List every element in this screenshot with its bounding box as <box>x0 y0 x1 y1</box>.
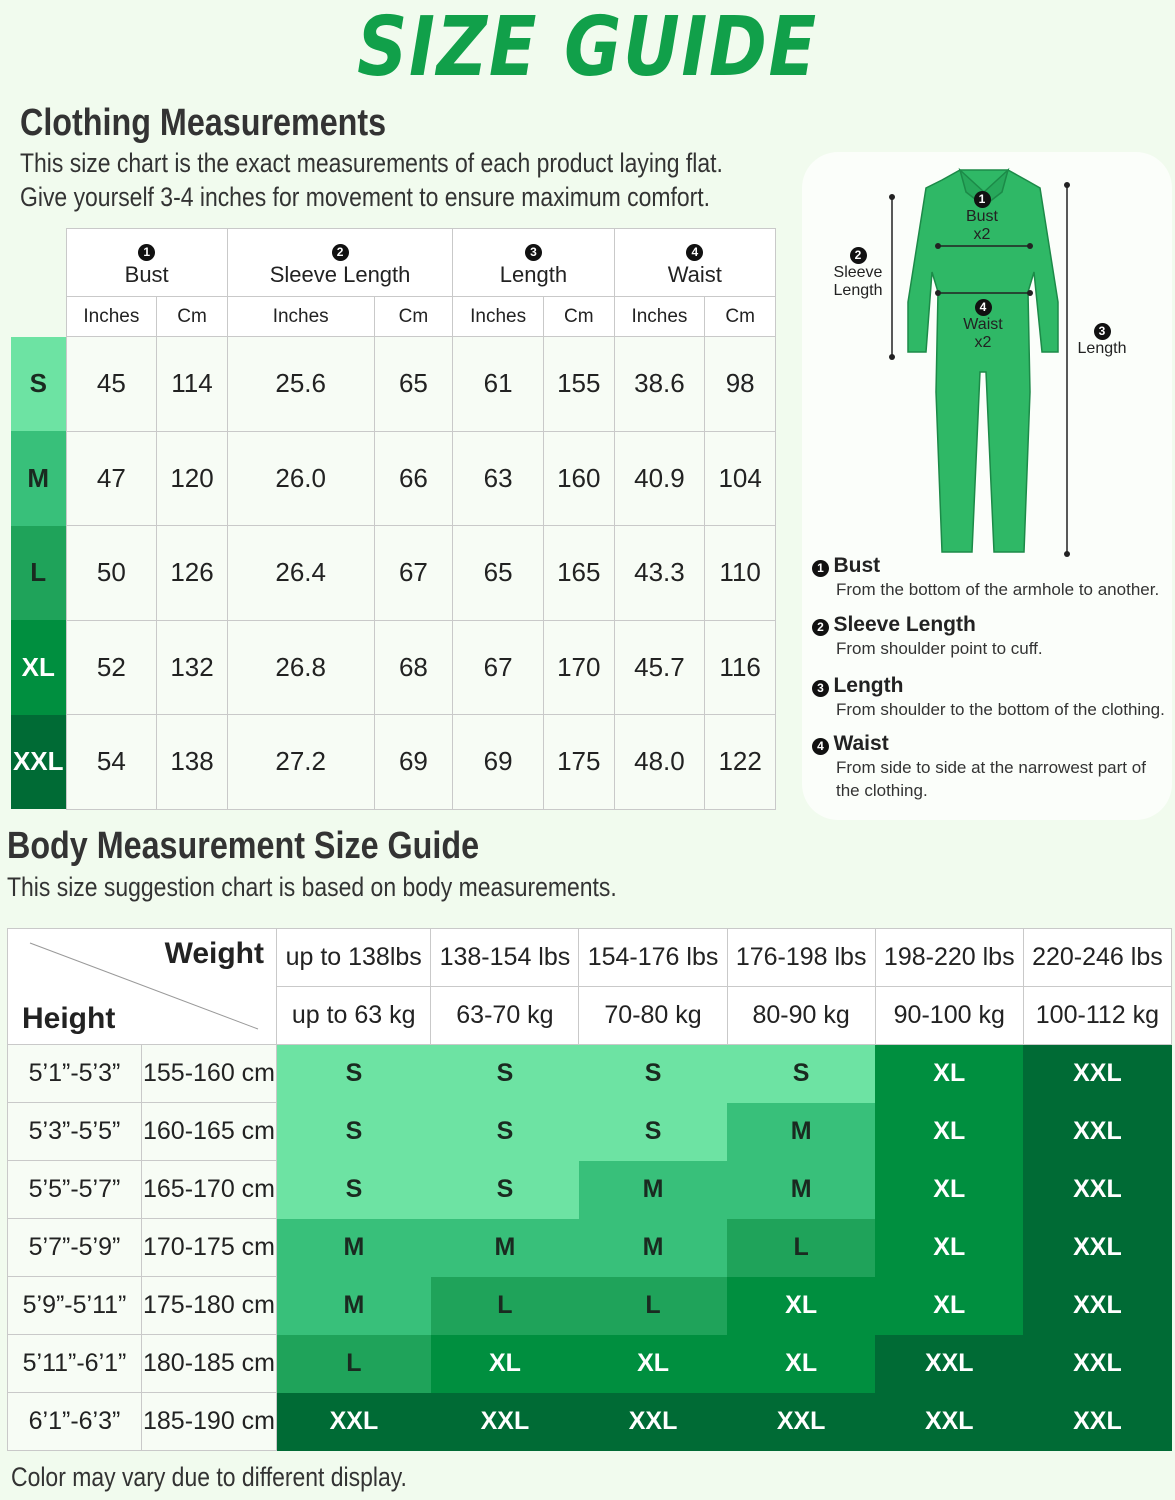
body-size-table <box>7 928 1172 1451</box>
size-cell: XL <box>875 1219 1023 1277</box>
table-row <box>8 1219 1172 1277</box>
size-label: L <box>11 526 66 621</box>
size-cell: M <box>431 1219 579 1277</box>
weight-kg-header: 63-70 kg <box>431 987 579 1045</box>
measurement-cell: 26.8 <box>227 620 374 715</box>
size-cell: M <box>277 1277 431 1335</box>
measurement-cell: 110 <box>705 526 776 621</box>
column-0 <box>66 229 227 297</box>
column-3 <box>614 229 775 297</box>
legend-item <box>812 613 1172 660</box>
size-cell: M <box>277 1219 431 1277</box>
measurement-cell: 50 <box>66 526 157 621</box>
height-ft: 5’11”-6’1” <box>8 1335 142 1393</box>
size-cell: S <box>431 1045 579 1103</box>
body-heading: Body Measurement Size Guide <box>7 825 480 867</box>
height-ft: 5’3”-5’5” <box>8 1103 142 1161</box>
measurement-cell: 138 <box>157 715 228 810</box>
size-label: XL <box>11 620 66 715</box>
measurement-cell: 65 <box>374 337 453 432</box>
size-cell: XL <box>579 1335 727 1393</box>
table-row <box>8 1103 1172 1161</box>
number-badge: 3 <box>812 680 829 697</box>
measurement-cell: 43.3 <box>614 526 705 621</box>
unit-inches: Inches <box>227 297 374 337</box>
measurement-cell: 61 <box>453 337 544 432</box>
legend-desc: From shoulder to the bottom of the clothing. <box>836 700 1165 719</box>
weight-kg-header: up to 63 kg <box>277 987 431 1045</box>
size-cell: M <box>727 1161 875 1219</box>
sleeve-text-2: Length <box>833 282 883 299</box>
height-ft: 5’1”-5’3” <box>8 1045 142 1103</box>
table-row <box>8 1277 1172 1335</box>
size-label: XXL <box>11 715 66 810</box>
clothing-table <box>11 228 776 810</box>
legend-title: Length <box>833 674 904 697</box>
height-ft: 5’9”-5’11” <box>8 1277 142 1335</box>
measurement-cell: 63 <box>453 431 544 526</box>
number-badge: 4 <box>812 738 829 755</box>
unit-cm: Cm <box>705 297 776 337</box>
measurement-cell: 27.2 <box>227 715 374 810</box>
clothing-desc-1: This size chart is the exact measurements of each product laying flat. <box>20 148 723 178</box>
size-cell: XXL <box>1023 1161 1171 1219</box>
weight-lbs-header: 220-246 lbs <box>1023 929 1171 987</box>
measurement-cell: 66 <box>374 431 453 526</box>
measurement-cell: 48.0 <box>614 715 705 810</box>
height-cm: 165-170 cm <box>142 1161 277 1219</box>
size-cell: S <box>431 1103 579 1161</box>
measurement-cell: 69 <box>453 715 544 810</box>
measurement-cell: 98 <box>705 337 776 432</box>
height-ft: 5’7”-5’9” <box>8 1219 142 1277</box>
measurement-cell: 40.9 <box>614 431 705 526</box>
size-cell: XXL <box>1023 1393 1171 1451</box>
measurement-cell: 45 <box>66 337 157 432</box>
height-cm: 180-185 cm <box>142 1335 277 1393</box>
number-badge: 1 <box>812 560 829 577</box>
measurement-cell: 114 <box>157 337 228 432</box>
size-cell: S <box>727 1045 875 1103</box>
measurement-cell: 132 <box>157 620 228 715</box>
size-cell: XL <box>875 1161 1023 1219</box>
height-cm: 175-180 cm <box>142 1277 277 1335</box>
height-cm: 170-175 cm <box>142 1219 277 1277</box>
length-text: Length <box>1077 340 1127 357</box>
size-cell: XXL <box>875 1335 1023 1393</box>
size-cell: XXL <box>277 1393 431 1451</box>
measurement-cell: 165 <box>543 526 614 621</box>
number-badge: 4 <box>686 244 703 261</box>
sleeve-label: 2 Sleeve Length <box>833 248 883 299</box>
column-1 <box>227 229 452 297</box>
bust-x2: x2 <box>973 226 991 243</box>
weight-kg-header: 70-80 kg <box>579 987 727 1045</box>
height-cm: 185-190 cm <box>142 1393 277 1451</box>
height-cm: 155-160 cm <box>142 1045 277 1103</box>
length-label: 3 Length <box>1077 324 1127 357</box>
measurement-cell: 26.4 <box>227 526 374 621</box>
column-label: Sleeve Length <box>269 262 411 287</box>
size-cell: XL <box>431 1335 579 1393</box>
table-row <box>11 620 776 715</box>
body-desc: This size suggestion chart is based on body measurements. <box>7 872 617 902</box>
number-badge: 2 <box>332 244 349 261</box>
table-row <box>11 337 776 432</box>
table-row <box>11 526 776 621</box>
number-badge: 1 <box>138 244 155 261</box>
measurement-cell: 120 <box>157 431 228 526</box>
legend-title: Bust <box>833 554 881 577</box>
size-cell: XXL <box>579 1393 727 1451</box>
measurement-cell: 170 <box>543 620 614 715</box>
table-row <box>8 1393 1172 1451</box>
legend-title: Sleeve Length <box>833 613 976 636</box>
legend-item <box>812 554 1172 601</box>
weight-lbs-header: 176-198 lbs <box>727 929 875 987</box>
size-cell: S <box>579 1045 727 1103</box>
weight-lbs-header: up to 138lbs <box>277 929 431 987</box>
table-row <box>11 715 776 810</box>
column-2 <box>453 229 614 297</box>
legend-title: Waist <box>833 732 889 755</box>
clothing-desc-2: Give yourself 3-4 inches for movement to ensure maximum comfort. <box>20 182 711 212</box>
size-cell: XL <box>875 1277 1023 1335</box>
weight-kg-header: 100-112 kg <box>1023 987 1171 1045</box>
size-cell: XL <box>875 1103 1023 1161</box>
size-cell: XXL <box>1023 1103 1171 1161</box>
size-cell: XXL <box>1023 1277 1171 1335</box>
weight-height-header <box>8 929 277 1045</box>
size-cell: S <box>579 1103 727 1161</box>
size-cell: M <box>579 1161 727 1219</box>
number-badge: 2 <box>812 619 829 636</box>
table-row <box>8 1335 1172 1393</box>
legend-desc: From shoulder point to cuff. <box>836 639 1043 658</box>
weight-lbs-header: 138-154 lbs <box>431 929 579 987</box>
table-row <box>8 1045 1172 1103</box>
unit-inches: Inches <box>614 297 705 337</box>
table-row <box>8 1161 1172 1219</box>
measurement-cell: 160 <box>543 431 614 526</box>
legend-desc: From the bottom of the armhole to another. <box>836 580 1160 599</box>
height-cm: 160-165 cm <box>142 1103 277 1161</box>
waist-x2: x2 <box>974 334 992 351</box>
measurement-cell: 67 <box>374 526 453 621</box>
size-cell: L <box>727 1219 875 1277</box>
legend-item <box>812 732 1172 802</box>
footer-note: Color may vary due to different display. <box>11 1462 407 1492</box>
unit-cm: Cm <box>374 297 453 337</box>
column-label: Waist <box>667 262 722 287</box>
size-label: S <box>11 337 66 432</box>
bust-label: 1 Bust x2 <box>965 192 998 243</box>
size-cell: XL <box>727 1277 875 1335</box>
measurement-cell: 122 <box>705 715 776 810</box>
measurement-cell: 69 <box>374 715 453 810</box>
size-cell: XXL <box>727 1393 875 1451</box>
measurement-cell: 126 <box>157 526 228 621</box>
measurement-cell: 54 <box>66 715 157 810</box>
weight-kg-header: 90-100 kg <box>875 987 1023 1045</box>
size-cell: L <box>431 1277 579 1335</box>
size-cell: M <box>579 1219 727 1277</box>
size-cell: XXL <box>1023 1045 1171 1103</box>
measurement-cell: 175 <box>543 715 614 810</box>
measurement-cell: 47 <box>66 431 157 526</box>
height-ft: 6’1”-6’3” <box>8 1393 142 1451</box>
legend-desc: From side to side at the narrowest part of the clothing. <box>836 758 1146 800</box>
size-cell: S <box>431 1161 579 1219</box>
size-cell: L <box>277 1335 431 1393</box>
measurement-cell: 65 <box>453 526 544 621</box>
column-label: Length <box>499 262 568 287</box>
size-cell: XXL <box>875 1393 1023 1451</box>
unit-cm: Cm <box>543 297 614 337</box>
size-label: M <box>11 431 66 526</box>
size-cell: M <box>727 1103 875 1161</box>
unit-inches: Inches <box>66 297 157 337</box>
column-label: Bust <box>124 262 169 287</box>
measurement-cell: 45.7 <box>614 620 705 715</box>
size-cell: XXL <box>431 1393 579 1451</box>
measurement-cell: 67 <box>453 620 544 715</box>
waist-label: 4 Waist x2 <box>963 300 1003 351</box>
size-cell: S <box>277 1045 431 1103</box>
height-label: Height <box>22 1002 116 1035</box>
measurement-cell: 38.6 <box>614 337 705 432</box>
bust-text: Bust <box>965 208 998 225</box>
size-cell: XXL <box>1023 1219 1171 1277</box>
number-badge: 3 <box>525 244 542 261</box>
weight-lbs-header: 154-176 lbs <box>579 929 727 987</box>
size-cell: S <box>277 1161 431 1219</box>
sleeve-text: Sleeve <box>833 264 883 281</box>
weight-lbs-header: 198-220 lbs <box>875 929 1023 987</box>
size-cell: L <box>579 1277 727 1335</box>
measurement-cell: 52 <box>66 620 157 715</box>
waist-text: Waist <box>963 316 1003 333</box>
size-cell: S <box>277 1103 431 1161</box>
measurement-cell: 26.0 <box>227 431 374 526</box>
unit-inches: Inches <box>453 297 544 337</box>
weight-kg-header: 80-90 kg <box>727 987 875 1045</box>
clothing-heading: Clothing Measurements <box>20 102 387 144</box>
height-ft: 5’5”-5’7” <box>8 1161 142 1219</box>
table-row <box>11 431 776 526</box>
page-title: SIZE GUIDE <box>357 0 818 95</box>
measurement-cell: 155 <box>543 337 614 432</box>
measurement-cell: 68 <box>374 620 453 715</box>
legend-item <box>812 674 1172 721</box>
size-cell: XL <box>727 1335 875 1393</box>
weight-label: Weight <box>164 937 264 970</box>
measurement-cell: 104 <box>705 431 776 526</box>
measurement-cell: 116 <box>705 620 776 715</box>
size-cell: XXL <box>1023 1335 1171 1393</box>
measurement-cell: 25.6 <box>227 337 374 432</box>
unit-cm: Cm <box>157 297 228 337</box>
size-cell: XL <box>875 1045 1023 1103</box>
